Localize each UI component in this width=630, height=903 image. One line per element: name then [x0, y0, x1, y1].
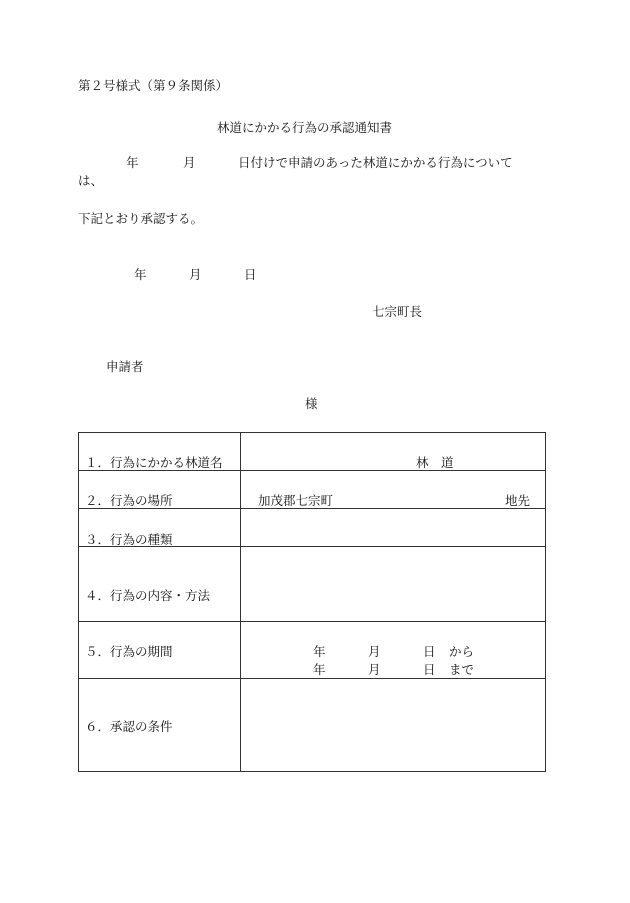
intro-line2: 下記とおり承認する。 — [78, 211, 204, 226]
row-label-cell — [79, 509, 241, 547]
date-day: 日 — [244, 267, 257, 282]
row-label: ４．行為の内容・方法 — [85, 588, 211, 603]
row-value-cell — [241, 509, 546, 547]
document-title: 林道にかかる行為の承認通知書 — [217, 120, 393, 135]
table-row — [79, 471, 546, 509]
intro-month: 月 — [183, 155, 196, 170]
issuer-name: 七宗町長 — [372, 304, 423, 319]
row-label: １．行為にかかる林道名 — [85, 455, 223, 470]
from-day: 日 — [423, 644, 436, 659]
row-label-cell — [79, 679, 241, 772]
applicant-label: 申請者 — [106, 359, 144, 374]
approval-table — [78, 432, 546, 772]
table-row — [79, 433, 546, 471]
from-month: 月 — [368, 644, 381, 659]
intro-wrap: は、 — [78, 173, 104, 188]
table-row — [79, 509, 546, 547]
row-value-cell — [241, 547, 546, 622]
forest-road-value: 林 道 — [416, 455, 454, 470]
row-value-cell — [241, 471, 546, 509]
intro-text: 日付けで申請のあった林道にかかる行為について — [238, 155, 513, 170]
location-value: 加茂郡七宗町 — [258, 493, 334, 508]
to-suffix: まで — [449, 662, 475, 677]
row-label: ３．行為の種類 — [85, 532, 173, 547]
table-row — [79, 622, 546, 679]
date-year: 年 — [134, 267, 147, 282]
row-value-cell — [241, 433, 546, 471]
row-label-cell — [79, 622, 241, 679]
to-day: 日 — [423, 662, 436, 677]
row-label: ６．承認の条件 — [85, 719, 173, 734]
honorific: 様 — [305, 396, 318, 411]
intro-year: 年 — [126, 155, 139, 170]
date-month: 月 — [189, 267, 202, 282]
row-value-cell — [241, 679, 546, 772]
table-row — [79, 547, 546, 622]
row-label: ５．行為の期間 — [85, 644, 173, 659]
form-number: 第２号様式（第９条関係） — [78, 78, 229, 93]
location-suffix: 地先 — [505, 493, 531, 508]
table-row — [79, 679, 546, 772]
row-label-cell — [79, 471, 241, 509]
to-month: 月 — [368, 662, 381, 677]
row-label-cell — [79, 433, 241, 471]
to-year: 年 — [313, 662, 326, 677]
from-year: 年 — [313, 644, 326, 659]
from-suffix: から — [449, 644, 475, 659]
row-label-cell — [79, 547, 241, 622]
row-label: ２．行為の場所 — [85, 493, 173, 508]
row-value-cell — [241, 622, 546, 679]
